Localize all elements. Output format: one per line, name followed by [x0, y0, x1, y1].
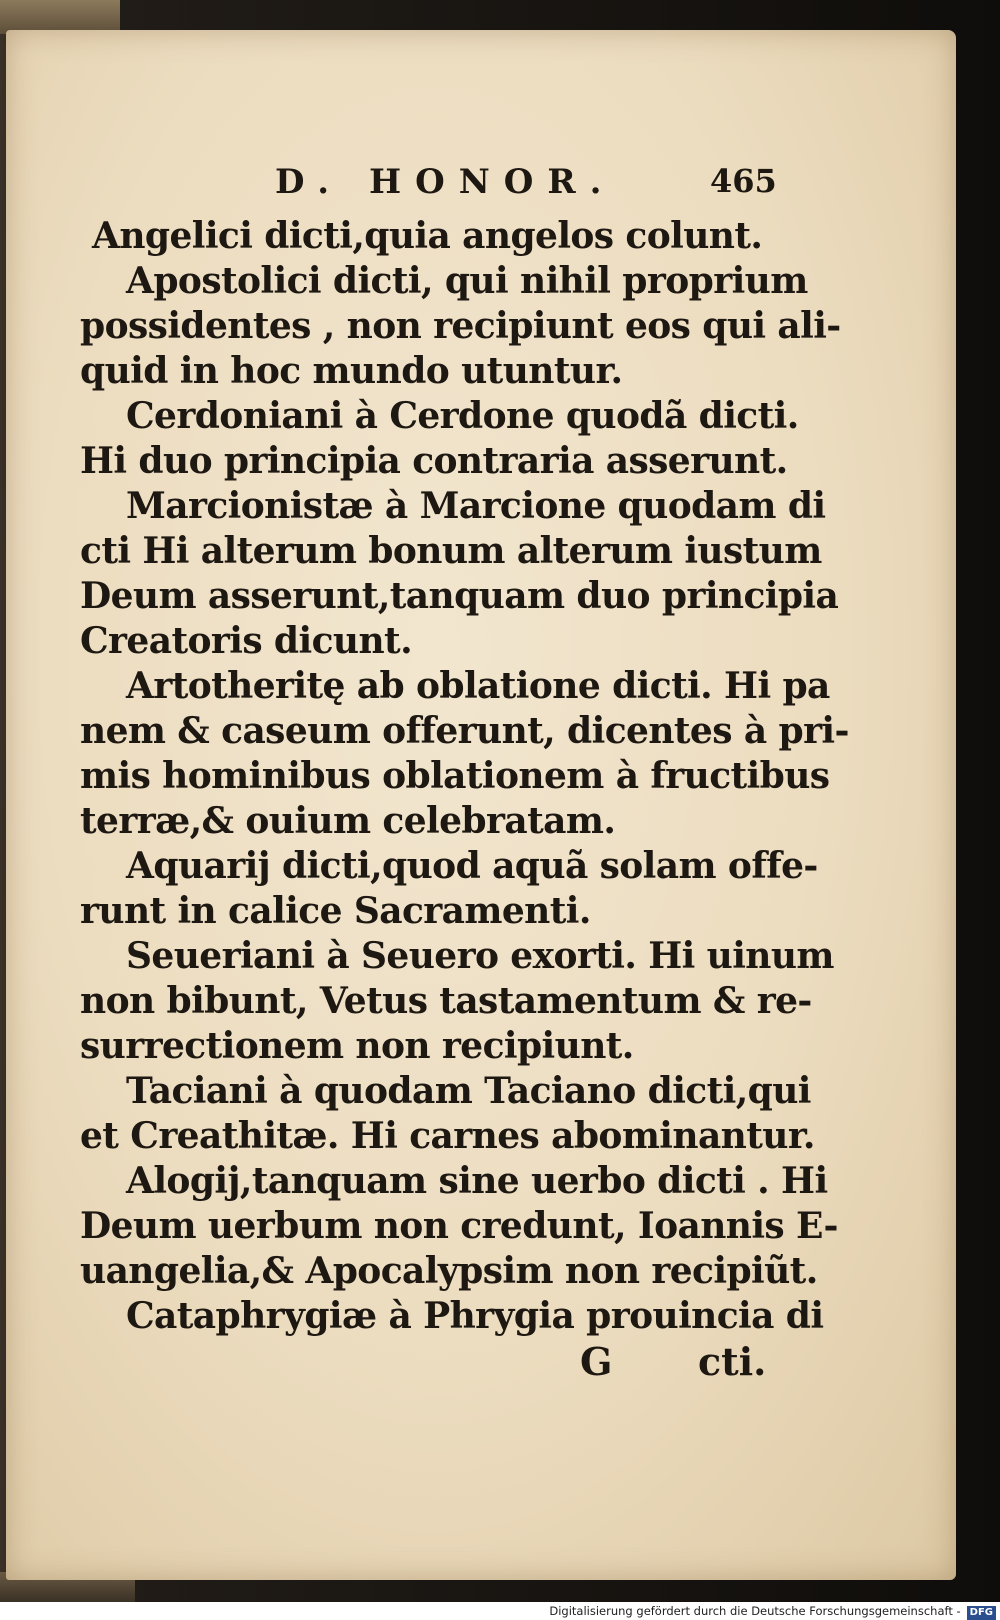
text-line: terræ,& ouium celebratam.	[80, 800, 616, 842]
text-line: Deum asserunt,tanquam duo principia	[80, 575, 839, 617]
page-number: 465	[710, 162, 777, 200]
text-line: et Creathitæ. Hi carnes abominantur.	[80, 1115, 815, 1157]
text-line: Creatoris dicunt.	[80, 620, 413, 662]
footer-credit: Digitalisierung gefördert durch die Deutsche Forschungsgemeinschaft -	[549, 1604, 961, 1618]
text-line: nem & caseum offerunt, dicentes à pri-	[80, 710, 849, 752]
text-line: non bibunt, Vetus tastamentum & re-	[80, 980, 812, 1022]
text-line: Hi duo principia contraria asserunt.	[80, 440, 788, 482]
dfg-logo: DFG	[967, 1606, 996, 1620]
text-line: mis hominibus oblationem à fructibus	[80, 755, 830, 797]
digitization-footer	[0, 1602, 1000, 1620]
text-line: Angelici dicti,quia angelos colunt.	[92, 215, 763, 257]
text-line: runt in calice Sacramenti.	[80, 890, 591, 932]
catchword: cti.	[698, 1339, 767, 1384]
book-page	[6, 30, 956, 1580]
text-line: Cerdoniani à Cerdone quodã dicti.	[126, 395, 799, 437]
text-line: uangelia,& Apocalypsim non recipiũt.	[80, 1250, 818, 1292]
text-line: Seueriani à Seuero exorti. Hi uinum	[126, 935, 834, 977]
text-line: Aquarij dicti,quod aquã solam offe-	[126, 845, 818, 887]
text-line: Alogij,tanquam sine uerbo dicti . Hi	[126, 1160, 828, 1202]
text-line: Cataphrygiæ à Phrygia prouincia di	[126, 1295, 824, 1337]
text-line: Taciani à quodam Taciano dicti,qui	[126, 1070, 811, 1112]
text-line: Artotheritę ab oblatione dicti. Hi pa	[126, 665, 830, 707]
text-line: surrectionem non recipiunt.	[80, 1025, 634, 1067]
book-cover-corner	[0, 0, 120, 34]
text-line: cti Hi alterum bonum alterum iustum	[80, 530, 822, 572]
text-line: Apostolici dicti, qui nihil proprium	[126, 260, 808, 302]
page-header	[80, 162, 780, 214]
text-line: Deum uerbum non credunt, Ioannis E-	[80, 1205, 838, 1247]
page-foot	[80, 1339, 780, 1385]
text-block	[80, 162, 849, 1385]
running-head: D. HONOR.	[275, 162, 616, 202]
text-line: possidentes , non recipiunt eos qui ali-	[80, 305, 841, 347]
text-line: Marcionistæ à Marcione quodam di	[126, 485, 826, 527]
text-line: quid in hoc mundo utuntur.	[80, 350, 623, 392]
signature-mark: G	[580, 1339, 613, 1384]
